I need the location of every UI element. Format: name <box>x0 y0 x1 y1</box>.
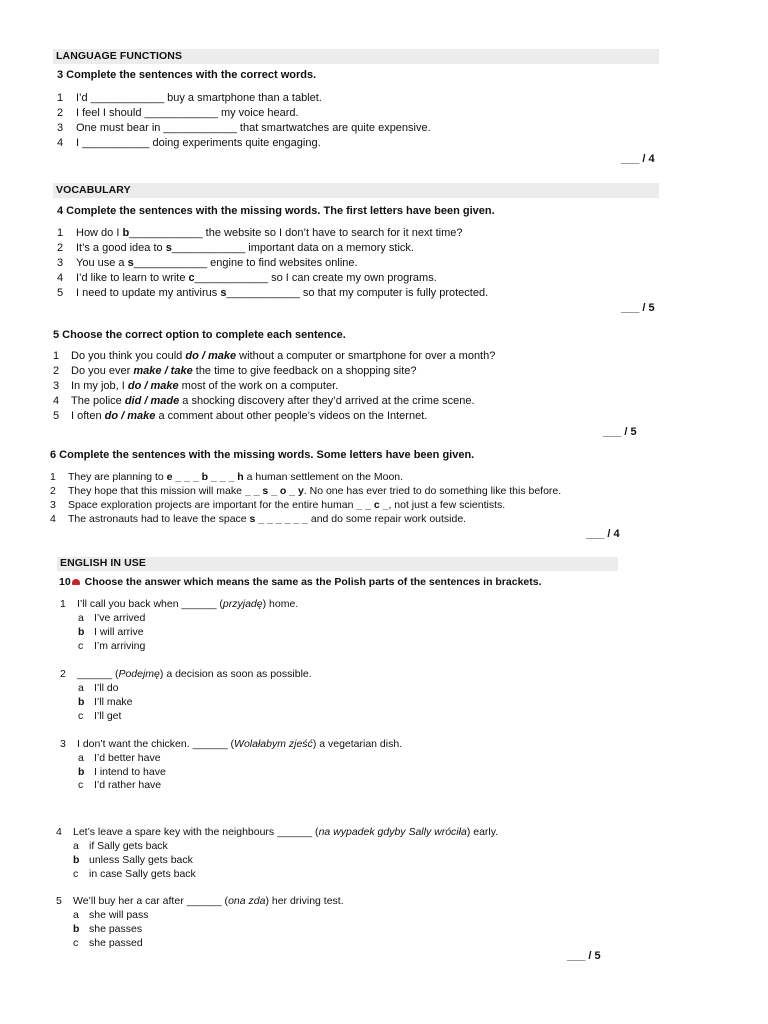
exercise-10-score: ___ / 5 <box>567 950 601 962</box>
exercise-6-score: ___ / 4 <box>586 528 620 540</box>
exercise-5-title: 5 Choose the correct option to complete each sentence. <box>53 329 346 341</box>
section-header-vocabulary <box>53 183 659 198</box>
exercise-3-title: 3 Complete the sentences with the correct words. <box>57 69 317 81</box>
section-header-label: LANGUAGE FUNCTIONS <box>56 50 183 62</box>
section-header-english-in-use <box>57 557 618 571</box>
exercise-6-title: 6 Complete the sentences with the missing words. Some letters have been given. <box>50 449 475 461</box>
section-header-label: ENGLISH IN USE <box>60 557 146 569</box>
star-icon <box>72 579 80 585</box>
exercise-10-instruction: Choose the answer which means the same as the Polish parts of the sentences in brackets. <box>84 576 542 588</box>
exercise-10-number: 10 <box>59 576 71 588</box>
exercise-4-score: ___ / 5 <box>621 302 655 314</box>
section-header-label: VOCABULARY <box>56 184 131 196</box>
exercise-4-title: 4 Complete the sentences with the missing words. The first letters have been given. <box>57 205 495 217</box>
exercise-5-score: ___ / 5 <box>603 426 637 438</box>
exercise-10-title <box>59 576 542 588</box>
exercise-3-score: ___ / 4 <box>621 153 655 165</box>
section-header-language-functions <box>53 49 659 64</box>
